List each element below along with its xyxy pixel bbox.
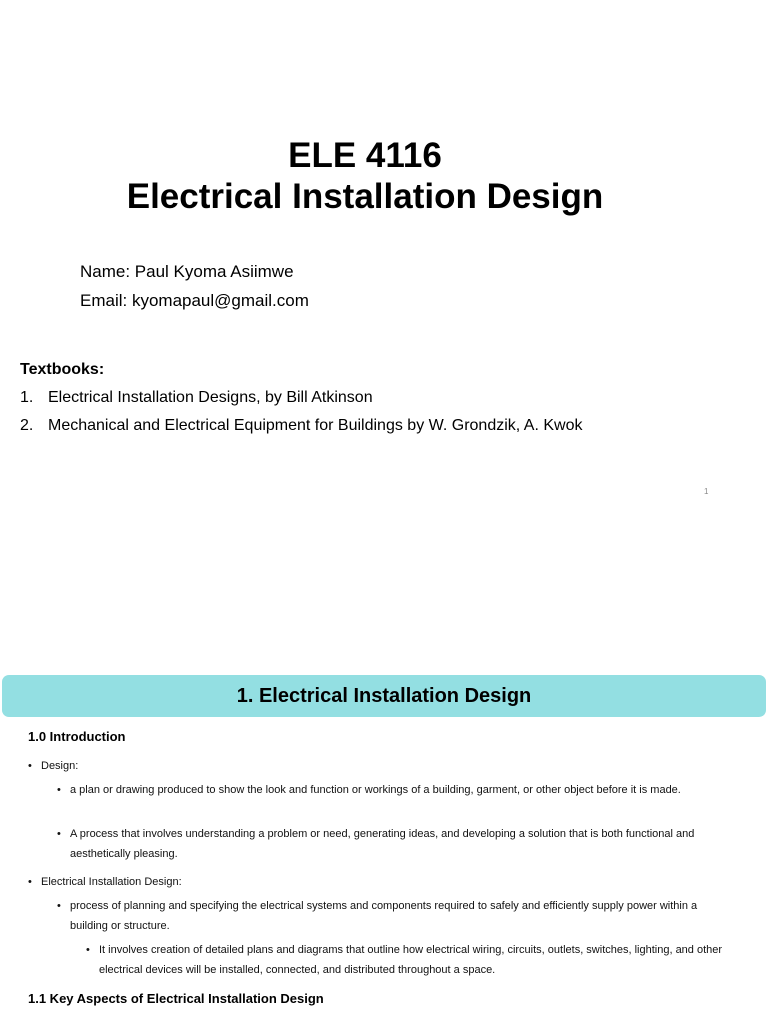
textbook-number: 1. — [20, 389, 34, 406]
bullet-eid-definition — [57, 896, 734, 936]
bullet-dot-icon: • — [57, 784, 61, 796]
course-title: Electrical Installation Design — [126, 177, 604, 216]
bullet-dot-icon: • — [28, 876, 32, 888]
bullet-dot-icon: • — [28, 760, 32, 772]
bullet-text: a plan or drawing produced to show the look and function or workings of a building, garment, or other object before it is made. — [70, 784, 681, 796]
bullet-eid-detail — [86, 940, 729, 980]
bullet-design-definition-2 — [57, 824, 730, 864]
key-aspects-heading: 1.1 Key Aspects of Electrical Installation Design — [28, 991, 324, 1006]
bullet-text: Electrical Installation Design: — [41, 876, 182, 888]
intro-heading: 1.0 Introduction — [28, 729, 126, 744]
bullet-text: process of planning and specifying the electrical systems and components required to safely and efficiently supply power within a building or structure. — [70, 900, 698, 932]
section-banner: 1. Electrical Installation Design — [2, 675, 766, 717]
bullet-dot-icon: • — [57, 828, 61, 840]
textbook-item — [20, 387, 373, 409]
textbook-number: 2. — [20, 417, 34, 434]
page-number: 1 — [704, 487, 709, 496]
bullet-text: Design: — [41, 760, 79, 772]
bullet-text: A process that involves understanding a problem or need, generating ideas, and developing a solution that is both functional and aesthetically pleasing. — [70, 828, 695, 860]
textbook-item — [20, 415, 582, 437]
slide-2 — [0, 660, 768, 1024]
course-code: ELE 4116 — [288, 136, 442, 175]
bullet-dot-icon: • — [57, 900, 61, 912]
bullet-design — [28, 756, 79, 776]
textbook-text: Mechanical and Electrical Equipment for Buildings by W. Grondzik, A. Kwok — [48, 417, 583, 434]
instructor-email: Email: kyomapaul@gmail.com — [80, 291, 309, 310]
instructor-name: Name: Paul Kyoma Asiimwe — [80, 262, 294, 281]
bullet-design-definition-1 — [57, 780, 730, 800]
bullet-dot-icon: • — [86, 944, 90, 956]
textbook-text: Electrical Installation Designs, by Bill Atkinson — [48, 389, 373, 406]
textbooks-heading: Textbooks: — [20, 361, 105, 378]
bullet-electrical-installation-design — [28, 872, 182, 892]
bullet-text: It involves creation of detailed plans and diagrams that outline how electrical wiring, circuits, outlets, switches, lighting, and other electrical devices will be installed, connected, and distributed throughout a space. — [99, 944, 723, 976]
